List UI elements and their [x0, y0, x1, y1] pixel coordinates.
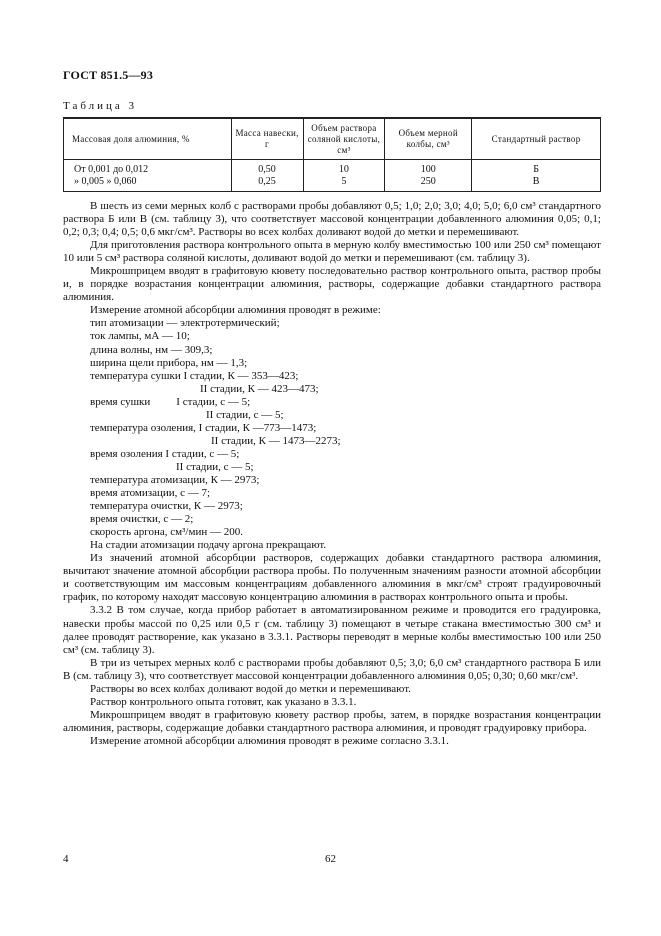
paragraph: Микрошприцем вводят в графитовую кювету раствор пробы, затем, в порядке возрастания концентрации алюминия, растворы, содержащие добавки стандартного раствора алюминия, и проводят градуировку прибора.: [63, 708, 601, 734]
table-cell-value: В: [532, 176, 540, 187]
mode-line-label: время сушки: [90, 395, 151, 408]
document-body: [63, 200, 601, 748]
table-cell: [231, 160, 303, 192]
page-number-left: 4: [63, 853, 69, 865]
table-cell: [64, 160, 232, 192]
mode-line: ток лампы, мА — 10;: [90, 330, 190, 343]
mode-line: [63, 396, 601, 409]
paragraph: Из значений атомной абсорбции растворов, содержащих добавки стандартного раствора алюминия, вычитают значение атомной абсорбции раствора пробы. По полученным значениям разности атомной абсорбции и соответствующим им массовым концентрациям добавленного алюминия в мкг/см³ строят градуировочный график, по которому находят массовую концентрацию алюминия в растворах контрольного опыта и пробы.: [63, 552, 601, 604]
table-cell-value: 0,50: [258, 164, 276, 175]
column-header: Стандартный раствор: [472, 118, 601, 160]
paragraph: В шесть из семи мерных колб с растворами пробы добавляют 0,5; 1,0; 2,0; 3,0; 4,0; 5,0; 6,0 см³ стандартного раствора Б или В (см. таблицу 3), что соответствует массовой концентрации добавленного алюминия 0,05; 0,1; 0,2; 0,3; 0,4; 0,5; 0,6 мкг/см³. Растворы во всех колбах доливают водой до метки и перемешивают.: [63, 200, 601, 239]
table-cell: [385, 160, 472, 192]
mode-line: ширина щели прибора, нм — 1,3;: [90, 356, 248, 369]
paragraph: 3.3.2 В том случае, когда прибор работает в автоматизированном режиме и проводится его градуировка, навески пробы массой по 0,25 или 0,5 г (см. таблицу 3) помещают в четыре стакана вместимостью 300 см³ и далее проводят растворение, как указано в 3.3.1. Растворы переводят в мерные колбы вместимостью 100 или 250 см³ (см. таблицу 3).: [63, 604, 601, 656]
mode-line: температура сушки I стадии, К — 353—423;: [90, 369, 299, 382]
table-cell-value: Б: [533, 164, 539, 175]
table-cell-value: От 0,001 до 0,012: [74, 164, 149, 175]
mode-line: время озоления I стадии, с — 5;: [90, 447, 240, 460]
paragraph: На стадии атомизации подачу аргона прекращают.: [90, 539, 327, 552]
column-header: Масса навески, г: [231, 118, 303, 160]
column-header: Массовая доля алюминия, %: [64, 118, 232, 160]
paragraph: Раствор контрольного опыта готовят, как указано в 3.3.1.: [90, 695, 357, 708]
mode-line: II стадии, К — 1473—2273;: [211, 434, 341, 447]
table-cell: [303, 160, 385, 192]
mode-line: длина волны, нм — 309,3;: [90, 343, 213, 356]
page-number-center: 62: [325, 853, 336, 865]
mode-line: II стадии, с — 5;: [206, 408, 284, 421]
paragraph: Растворы во всех колбах доливают водой до метки и перемешивают.: [90, 682, 411, 695]
mode-line: II стадии, с — 5;: [176, 460, 254, 473]
column-header: Объем мерной колбы, см³: [385, 118, 472, 160]
column-header: Объем раствора соляной кислоты, см³: [303, 118, 385, 160]
table-cell-value: » 0,005 » 0,060: [74, 176, 137, 187]
table-row: [64, 160, 601, 192]
paragraph: Измерение атомной абсорбции алюминия проводят в режиме:: [90, 304, 381, 317]
mode-line: время атомизации, с — 7;: [90, 487, 211, 500]
table-cell-value: 10: [338, 164, 349, 175]
table-cell-value: 250: [420, 176, 436, 187]
table-cell-value: 5: [341, 176, 347, 187]
table-cell-value: 100: [420, 164, 436, 175]
paragraph: Для приготовления раствора контрольного опыта в мерную колбу вместимостью 100 или 250 см³ помещают 10 или 5 см³ раствора соляной кислоты, доливают водой до метки и перемешивают (см. таблицу 3).: [63, 239, 601, 265]
mode-line: температура атомизации, К — 2973;: [90, 473, 260, 486]
paragraph: Микрошприцем вводят в графитовую кювету последовательно раствор контрольного опыта, раствор пробы и, в порядке возрастания концентрации алюминия, растворы, содержащие добавки стандартного раствора алюминия.: [63, 265, 601, 304]
mode-line: тип атомизации — электротермический;: [90, 317, 280, 330]
paragraph: Измерение атомной абсорбции алюминия проводят в режиме согласно 3.3.1.: [90, 734, 449, 747]
document-header: ГОСТ 851.5—93: [63, 68, 154, 82]
mode-line: II стадии, К — 423—473;: [200, 382, 319, 395]
table-cell: [472, 160, 601, 192]
mode-line: время очистки, с — 2;: [90, 513, 194, 526]
mode-line: температура озоления, I стадии, К —773—1473;: [90, 421, 317, 434]
mode-line-value: I стадии, с — 5;: [176, 395, 251, 408]
table-cell-value: 0,25: [258, 176, 276, 187]
data-table: [63, 117, 601, 192]
mode-line: скорость аргона, см³/мин — 200.: [90, 526, 243, 539]
mode-line: температура очистки, К — 2973;: [90, 500, 243, 513]
table-caption: Таблица 3: [63, 100, 138, 112]
table-header-row: [64, 118, 601, 160]
paragraph: В три из четырех мерных колб с растворами пробы добавляют 0,5; 3,0; 6,0 см³ стандартного раствора Б или В (см. таблицу 3), что соответствует массовой концентрации добавленного алюминия 0,05; 0,30; 0,60 мкг/см³.: [63, 656, 601, 682]
